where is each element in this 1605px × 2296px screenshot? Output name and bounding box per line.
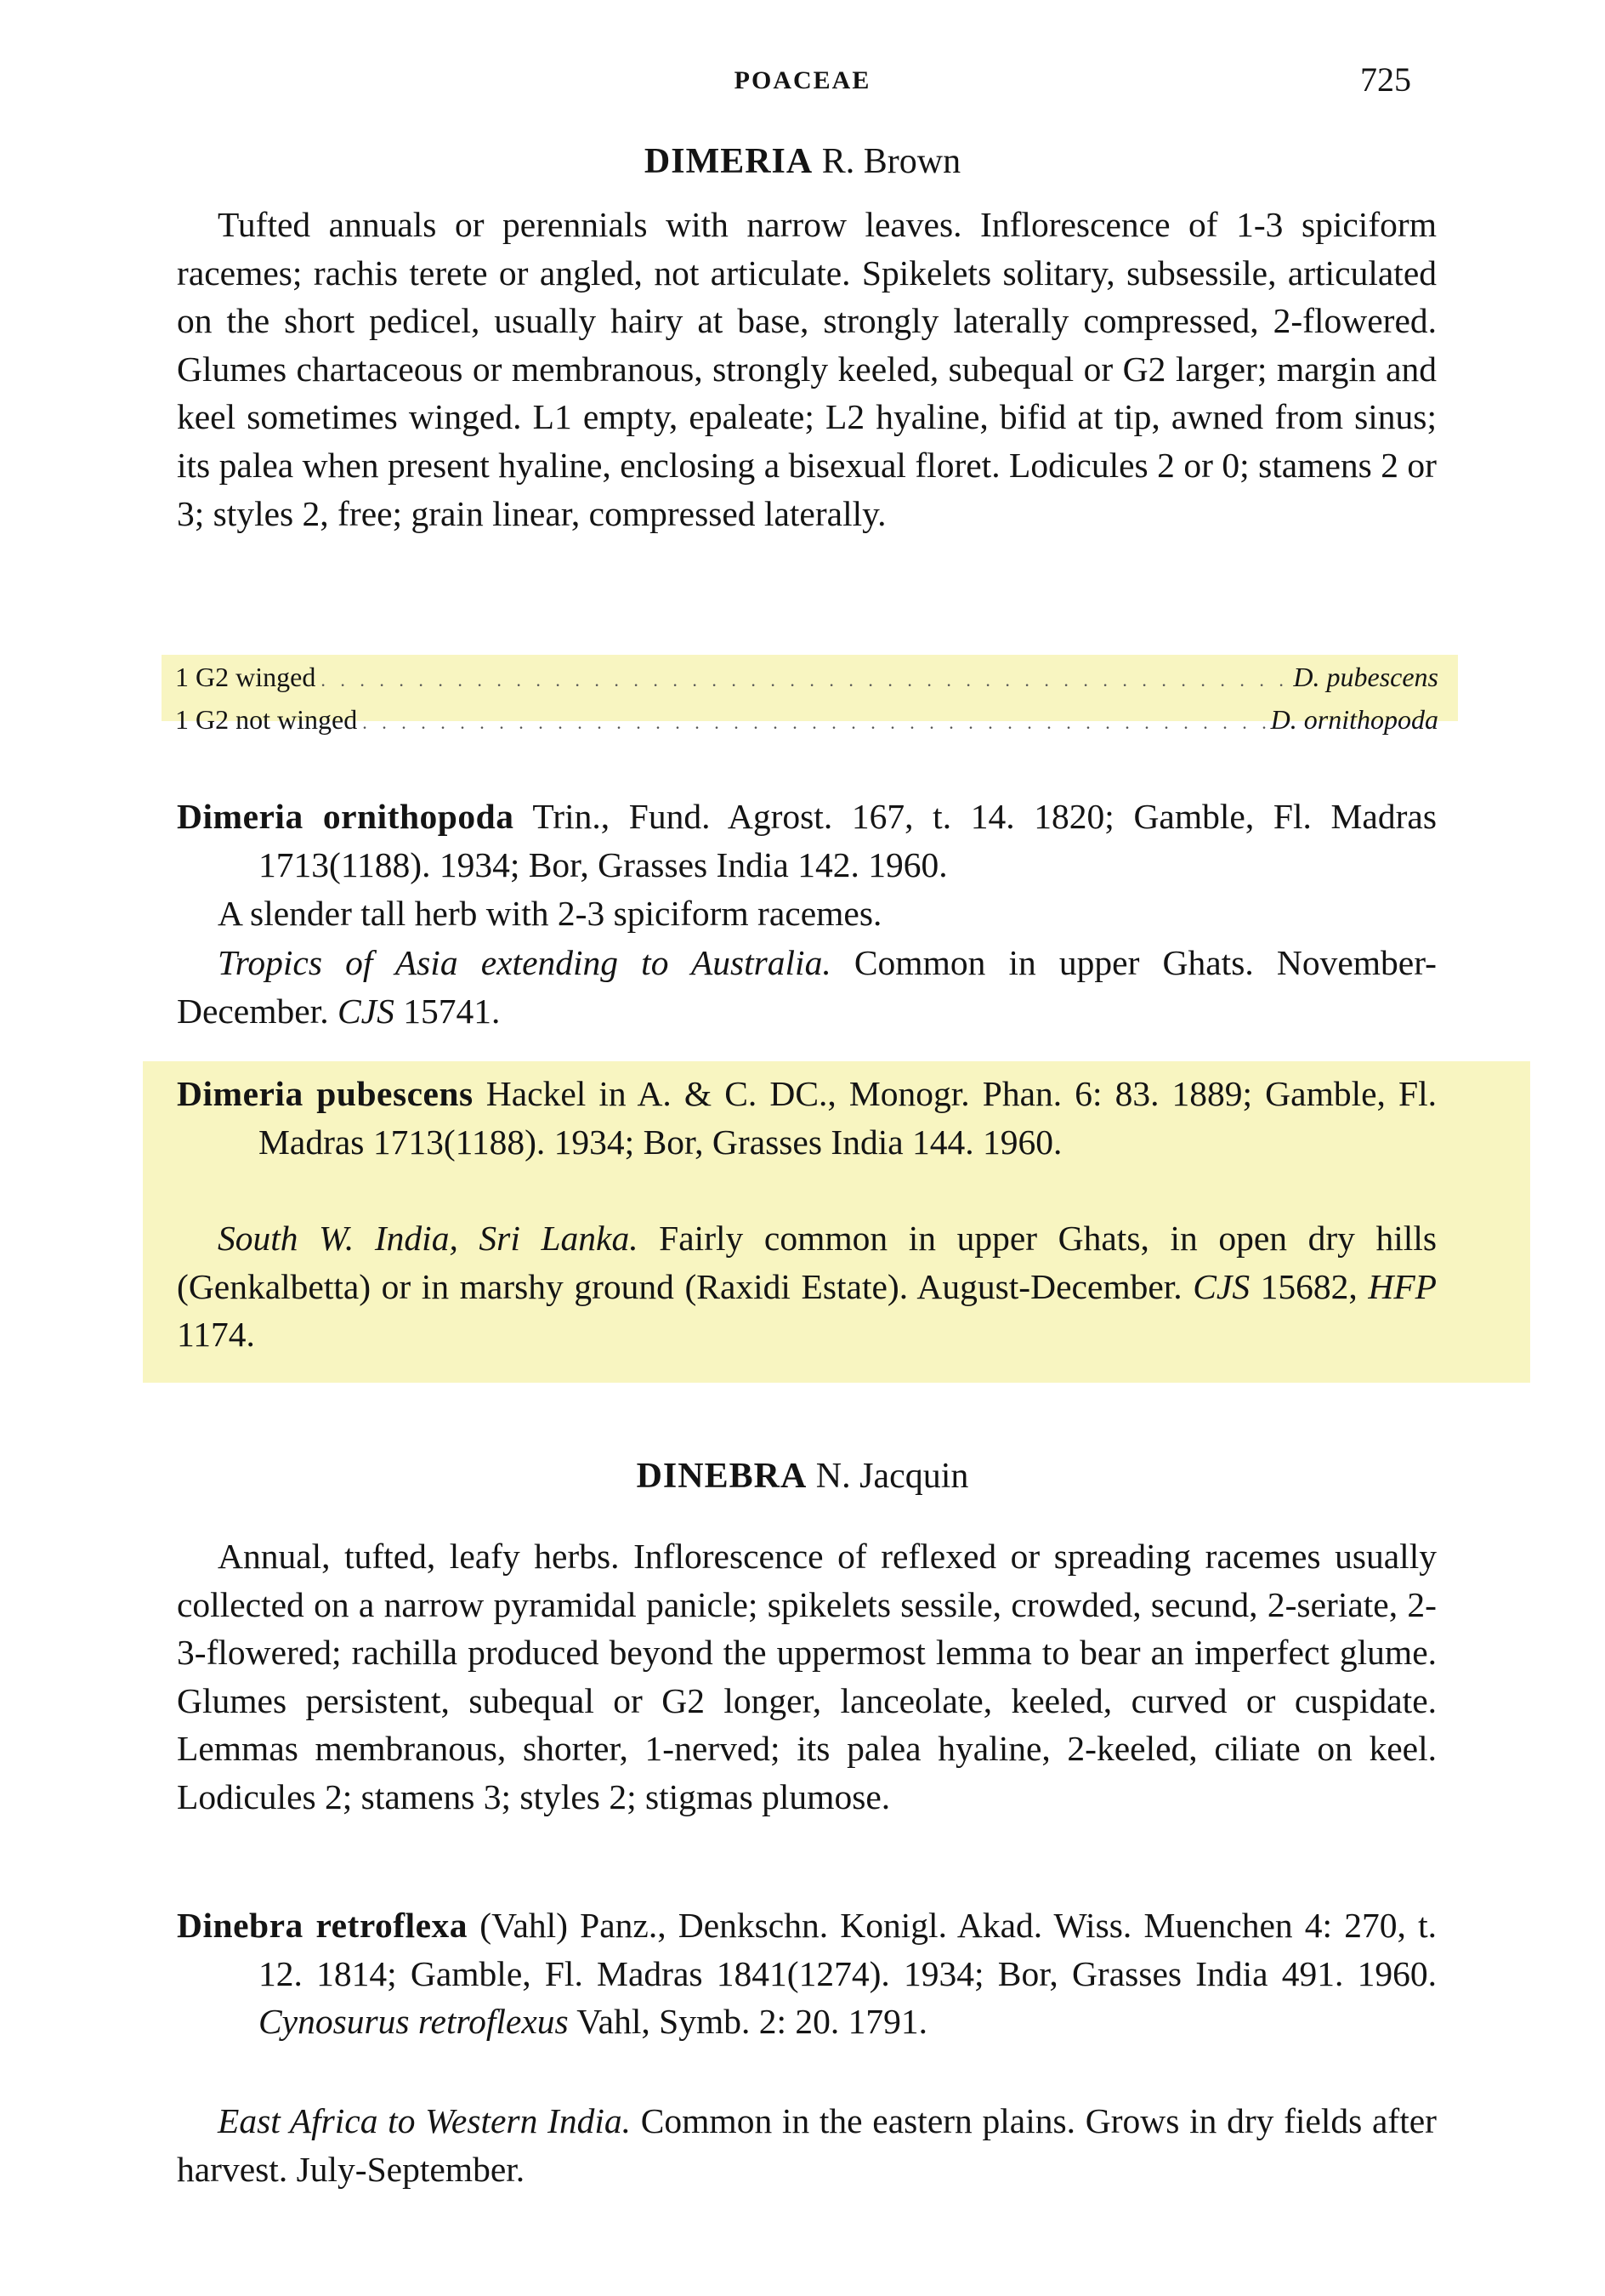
species-distribution-block	[177, 2097, 1437, 2193]
specimen-number: 15682,	[1260, 1266, 1358, 1306]
species-notes: Common in upper Ghats. November-December.	[177, 943, 1438, 1031]
species-distribution-block	[177, 939, 1437, 1035]
genus-heading-dimeria	[0, 141, 1605, 182]
species-notes: Common in the eastern plains. Grows in dry fields after harvest. July-September.	[177, 2101, 1437, 2189]
species-distribution: East Africa to Western India.	[218, 2101, 632, 2140]
species-entry-pubescens	[177, 1070, 1437, 1166]
key-couplet-1a	[175, 662, 1438, 702]
specimen-collector: CJS	[1193, 1266, 1251, 1306]
species-entry-ornithopoda	[177, 793, 1437, 889]
genus-authority: N. Jacquin	[815, 1457, 969, 1496]
species-name: Dimeria ornithopoda	[177, 797, 514, 836]
synonym-citation: Vahl, Symb. 2: 20. 1791.	[576, 2002, 928, 2042]
genus-description-dinebra: Annual, tufted, leafy herbs. Inflorescence of reflexed or spreading racemes usually collected on a narrow pyramidal panicle; spikelets sessile, crowded, secund, 2-seriate, 2-3-flowered; rachilla produced beyond the uppermost lemma to bear an imperfect glume. Glumes persistent, subequal or G2 longer, lanceolate, keeled, curved or cuspidate. Lemmas membranous, shorter, 1-nerved; its palea hyaline, 2-keeled, ciliate on keel. Lodicules 2; stamens 3; styles 2; stigmas plumose.	[177, 1537, 1437, 1816]
species-synonym: Cynosurus retroflexus	[258, 2002, 569, 2042]
species-citation: Hackel in A. & C. DC., Monogr. Phan. 6: 83. 1889; Gamble, Fl. Madras 1713(1188). 1934; Bor, Grasses India 144. 1960.	[258, 1074, 1437, 1162]
genus-description-dimeria: Tufted annuals or perennials with narrow leaves. Inflorescence of 1-3 spiciform racemes; rachis terete or angled, not articulate. Spikelets solitary, subsessile, articulated on the short pedicel, usually hairy at base, strongly laterally compressed, 2-flowered. Glumes chartaceous or membranous, strongly keeled, subequal or G2 larger; margin and keel sometimes winged. L1 empty, epaleate; L2 hyaline, bifid at tip, awned from sinus; its palea when present hyaline, enclosing a bisexual floret. Lodicules 2 or 0; stamens 2 or 3; styles 2, free; grain linear, compressed laterally.	[177, 205, 1437, 533]
specimen-collector: HFP	[1368, 1266, 1438, 1306]
leader-dots	[320, 669, 1288, 691]
genus-heading-dinebra	[0, 1456, 1605, 1497]
specimen-number: 1174.	[177, 1315, 255, 1355]
species-distribution: Tropics of Asia extending to Australia.	[218, 943, 831, 982]
species-citation: (Vahl) Panz., Denkschn. Konigl. Akad. Wiss. Muenchen 4: 270, t. 12. 1814; Gamble, Fl. Madras 1841(1274). 1934; Bor, Grasses India 491. 1960.	[258, 1906, 1438, 1993]
species-description: A slender tall herb with 2-3 spiciform racemes.	[218, 894, 882, 933]
genus-name: DIMERIA	[644, 142, 814, 181]
species-entry-retroflexa	[177, 1901, 1437, 2046]
species-distribution-block	[177, 1214, 1437, 1359]
genus-authority: R. Brown	[821, 142, 961, 181]
leader-dots	[362, 712, 1265, 734]
specimen-number: 15741.	[403, 991, 501, 1031]
species-name: Dinebra retroflexa	[177, 1906, 468, 1945]
species-name: Dimeria pubescens	[177, 1074, 474, 1113]
key-lead: 1 G2 winged	[175, 662, 316, 692]
page-number: 725	[1360, 60, 1411, 99]
species-notes: Fairly common in upper Ghats, in open dry hills (Genkalbetta) or in marshy ground (Raxidi Estate). August-December.	[177, 1219, 1437, 1306]
key-couplet-1b	[175, 704, 1438, 745]
key-lead: 1 G2 not winged	[175, 704, 358, 735]
key-taxon: D. ornithopoda	[1270, 704, 1438, 735]
key-taxon: D. pubescens	[1293, 662, 1438, 692]
genus-name: DINEBRA	[636, 1457, 808, 1496]
species-distribution: South W. India, Sri Lanka.	[218, 1219, 638, 1258]
species-citation: Trin., Fund. Agrost. 167, t. 14. 1820; Gamble, Fl. Madras 1713(1188). 1934; Bor, Grasses India 142. 1960.	[258, 797, 1437, 884]
running-head: POACEAE	[734, 66, 871, 94]
specimen-collector: CJS	[337, 991, 394, 1031]
